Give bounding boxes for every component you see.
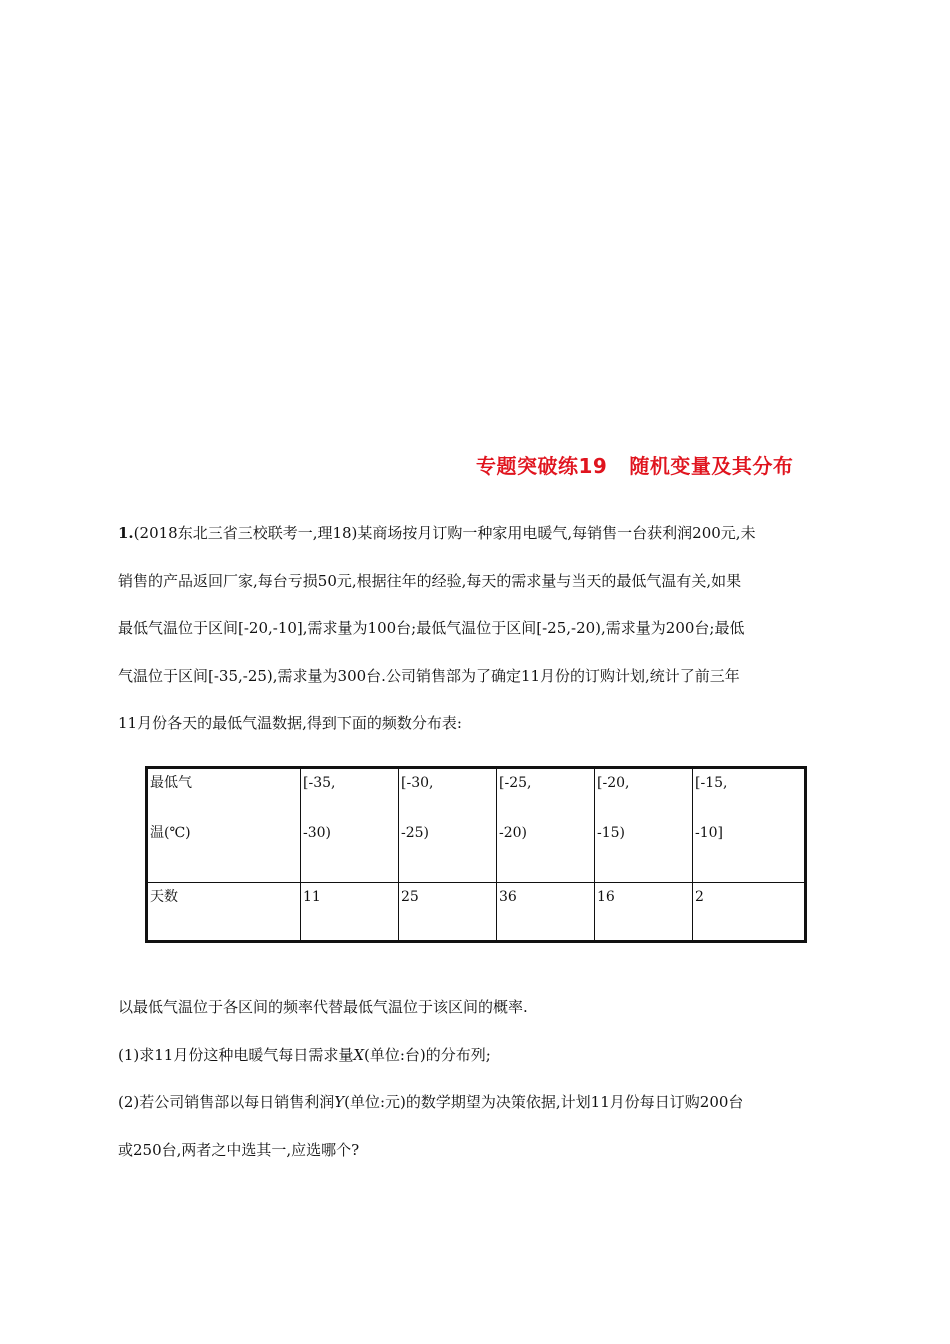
interval-bottom: -15): [597, 824, 626, 841]
question-number: 1.: [118, 524, 134, 542]
days-value: 2: [695, 888, 704, 905]
interval-top: [-35,: [303, 775, 336, 791]
part-1-text: (1)求11月份这种电暖气每日需求量: [118, 1045, 354, 1064]
days-label: 天数: [150, 888, 178, 905]
days-value: 11: [303, 888, 321, 905]
table-cell: [399, 768, 497, 883]
table-cell: [693, 882, 806, 941]
table-cell: [693, 768, 806, 883]
question-1: [118, 510, 838, 748]
table-row: [147, 768, 806, 883]
interval-top: [-20,: [597, 775, 630, 791]
table-cell: [399, 882, 497, 941]
days-value: 16: [597, 888, 615, 905]
interval-top: [-30,: [401, 775, 434, 791]
question-1-line: 气温位于区间[-35,-25),需求量为300台.公司销售部为了确定11月份的订购计划,统计了前三年: [118, 666, 740, 685]
temp-label-line1: 最低气: [150, 775, 192, 791]
part-1-text-end: (单位:台)的分布列;: [364, 1045, 491, 1064]
question-1-text: (2018东北三省三校联考一,理18)某商场按月订购一种家用电暖气,每销售一台获利润200元,未: [133, 524, 756, 542]
interval-top: [-25,: [499, 775, 532, 791]
variable-x: X: [353, 1045, 365, 1064]
table-cell: [301, 882, 399, 941]
interval-top: [-15,: [695, 775, 728, 791]
variable-y: Y: [334, 1093, 345, 1112]
interval-bottom: -30): [303, 824, 332, 841]
part-2-text-end: (单位:元)的数学期望为决策依据,计划11月份每日订购200台: [344, 1093, 744, 1112]
table-cell: [301, 768, 399, 883]
probability-statement: 以最低气温位于各区间的频率代替最低气温位于该区间的概率.: [118, 998, 528, 1016]
frequency-table: [145, 766, 807, 943]
part-2: [118, 1079, 838, 1127]
days-value: 25: [401, 888, 419, 905]
table-cell: [595, 768, 693, 883]
interval-bottom: -10]: [695, 824, 724, 841]
question-parts: [118, 984, 838, 1174]
part-2-continued: 或250台,两者之中选其一,应选哪个?: [118, 1140, 360, 1159]
table-header-cell: [147, 882, 301, 941]
interval-bottom: -25): [401, 824, 430, 841]
title-sub: 随机变量及其分布: [629, 454, 794, 478]
table-cell: [595, 882, 693, 941]
title-main: 专题突破练19: [476, 454, 608, 478]
page-title: [476, 450, 793, 479]
part-1: [118, 1032, 838, 1080]
table-cell: [497, 768, 595, 883]
question-1-line: 最低气温位于区间[-20,-10],需求量为100台;最低气温位于区间[-25,-20),需求量为200台;最低: [118, 619, 745, 638]
temp-label-line2: 温(℃): [150, 824, 191, 841]
question-1-line: 11月份各天的最低气温数据,得到下面的频数分布表:: [118, 714, 462, 733]
question-1-line: 销售的产品返回厂家,每台亏损50元,根据往年的经验,每天的需求量与当天的最低气温有关,如果: [118, 571, 742, 590]
interval-bottom: -20): [499, 824, 528, 841]
question-1-line: [118, 510, 838, 558]
part-2-text: (2)若公司销售部以每日销售利润: [118, 1093, 335, 1112]
table-cell: [497, 882, 595, 941]
days-value: 36: [499, 888, 517, 905]
table-row: [147, 882, 806, 941]
table-header-cell: [147, 768, 301, 883]
